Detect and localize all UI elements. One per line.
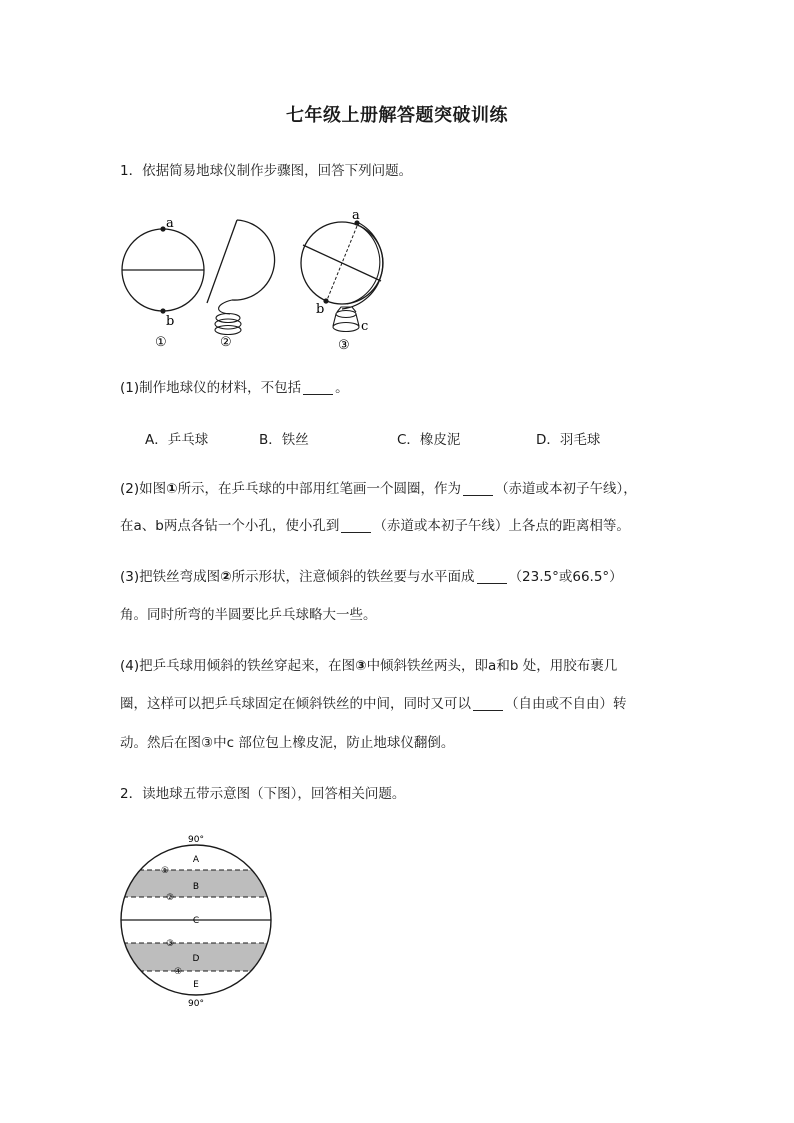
line-label-2: ② [165,893,175,903]
text: （23.5°或66.5°） [508,569,623,585]
sub-question-4-line-2 [120,694,627,714]
figure-ref: ③ [355,658,367,674]
step-1-ball [122,216,204,350]
line-label-4: ④ [173,967,183,977]
zone-label-b: B [192,882,200,892]
option-b: B．铁丝 [259,432,309,448]
label-b: b [166,314,175,329]
step-3-globe [301,208,383,353]
sub-1-end: 。 [335,380,349,396]
south-pole-label: 90° [188,999,204,1009]
step-2-wire [207,220,275,350]
sub-question-4-line-1 [120,656,617,676]
point-a [160,226,165,231]
sub-question-2-line-1 [120,479,637,499]
sub-question-4-line-3: 动。然后在图③中c 部位包上橡皮泥，防止地球仪翻倒。 [120,735,455,751]
text: 中倾斜铁丝两头，即a和b 处，用胶布裹几 [366,658,618,674]
label-b: b [316,302,325,317]
page-title: 七年级上册解答题突破训练 [286,105,508,126]
text: (2)如图 [120,481,167,497]
step-2-number: ② [220,335,232,350]
option-a: A．乒乓球 [145,432,209,448]
option-d: D．羽毛球 [536,432,601,448]
answer-blank [477,569,507,584]
figure-ref: ① [166,481,178,497]
text: （自由或不自由）转 [505,696,627,712]
option-c: C．橡皮泥 [397,432,461,448]
text: 所示形状，注意倾斜的铁丝要与水平面成 [231,569,475,585]
sub-1-text: (1)制作地球仪的材料，不包括 [120,380,302,396]
text: 所示，在乒乓球的中部用红笔画一个圆圈，作为 [177,481,462,497]
question-1-stem: 1．依据简易地球仪制作步骤图，回答下列问题。 [120,163,413,179]
zone-label-d: D [192,954,200,964]
answer-blank [341,518,371,533]
answer-blank [463,481,493,496]
globe-steps-figure [110,205,400,355]
text: 圈，这样可以把乒乓球固定在倾斜铁丝的中间，同时又可以 [120,696,471,712]
label-c: c [361,319,369,334]
point-b [160,308,165,313]
text: (4)把乒乓球用倾斜的铁丝穿起来，在图 [120,658,356,674]
text: （赤道或本初子午线）上各点的距离相等。 [373,518,630,534]
label-a: a [352,208,360,223]
sub-question-2-line-2 [120,516,630,536]
step-1-number: ① [155,335,167,350]
five-zones-figure [115,828,280,1013]
figure-ref: ② [220,569,232,585]
sub-question-1 [120,378,349,398]
label-a: a [166,216,174,231]
question-2-stem: 2．读地球五带示意图（下图），回答相关问题。 [120,786,406,802]
answer-blank [303,380,333,395]
answer-blank [473,696,503,711]
line-label-3: ③ [165,939,175,949]
north-pole-label: 90° [188,835,204,845]
text: (3)把铁丝弯成图 [120,569,221,585]
step-3-number: ③ [338,338,350,353]
zone-label-c: C [192,916,200,926]
zone-label-a: A [192,855,200,865]
text: （赤道或本初子午线）， [495,481,637,497]
text: 在a、b两点各钻一个小孔，使小孔到 [120,518,340,534]
sub-question-3-line-1 [120,567,623,587]
zone-label-e: E [193,980,199,990]
sub-question-3-line-2: 角。同时所弯的半圆要比乒乓球略大一些。 [120,607,377,623]
line-label-1: ① [160,866,170,876]
